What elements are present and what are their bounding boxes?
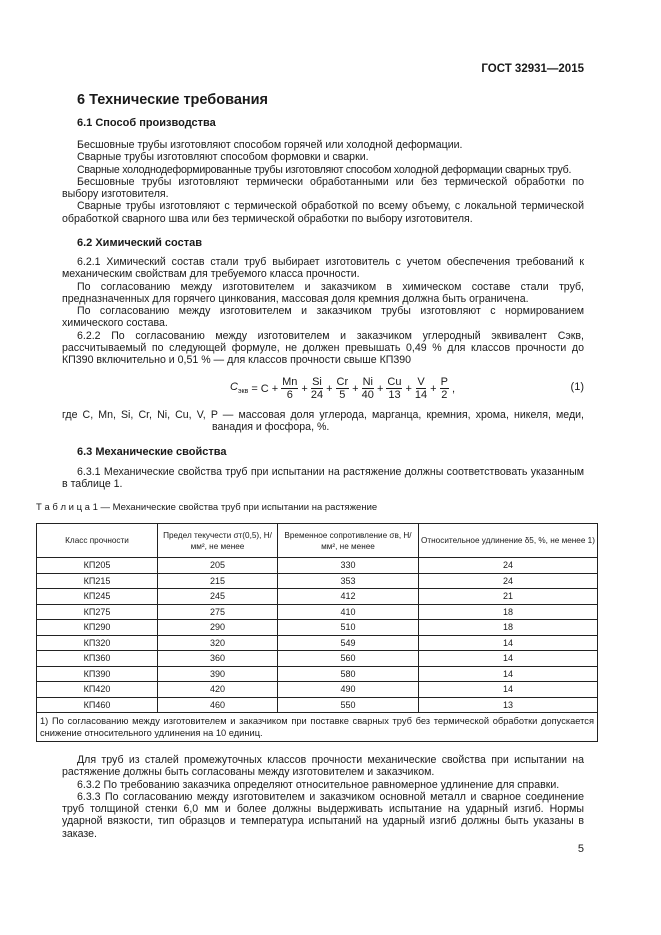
table-cell: КП460 — [37, 697, 158, 713]
s62-text — [62, 256, 584, 367]
column-header: Относительное удлинение δ5, %, не менее 1) — [419, 524, 598, 558]
formula-legend: где C, Mn, Si, Cr, Ni, Cu, V, P — массовая доля углерода, марганца, кремния, хрома, никеля, меди, ванадия и фосфора, %. — [62, 409, 584, 434]
table-cell: КП390 — [37, 666, 158, 682]
paragraph: Бесшовные трубы изготовляют способом горячей или холодной деформации. — [77, 139, 463, 151]
table-row — [37, 620, 598, 636]
table-cell: 24 — [419, 558, 598, 574]
formula — [230, 376, 455, 401]
subsection-title: 6.2 Химический состав — [77, 237, 202, 249]
formula-lhs-sub: экв — [237, 388, 249, 396]
table-cell: 330 — [278, 558, 419, 574]
document-id: ГОСТ 32931—2015 — [481, 63, 584, 75]
paragraph: По согласованию между изготовителем и заказчиком в химическом составе стали труб, предназначенных для горячего цинкования, массовая доля кремния должна быть ограничена. — [62, 280, 584, 305]
table-header-row — [37, 524, 598, 558]
table-cell: КП245 — [37, 589, 158, 605]
table-cell: КП320 — [37, 635, 158, 651]
table-cell: 412 — [278, 589, 419, 605]
paragraph: Сварные трубы изготовляют с термической обработкой по всему объему, с локальной термической обработкой сварного шва или без термической обработки по выбору изготовителя. — [62, 200, 584, 225]
table-cell: КП215 — [37, 573, 158, 589]
table-caption: Т а б л и ц а 1 — Механические свойства труб при испытании на растяжение — [36, 502, 378, 513]
formula-lhs: C — [230, 381, 238, 394]
table-cell: КП290 — [37, 620, 158, 636]
table-row — [37, 682, 598, 698]
table-cell: КП420 — [37, 682, 158, 698]
table-cell: 460 — [158, 697, 278, 713]
table-row — [37, 697, 598, 713]
fraction: $\frac{Cr}{5}$ — [336, 376, 349, 401]
fraction: $\frac{P}{2}$ — [440, 376, 448, 401]
page-number: 5 — [577, 843, 584, 855]
table-cell: 18 — [419, 620, 598, 636]
formula-plus: + — [376, 382, 384, 395]
formula-plus: + — [326, 382, 333, 395]
table-cell: 205 — [158, 558, 278, 574]
table-mechanical-properties — [36, 523, 598, 742]
table-cell: КП205 — [37, 558, 158, 574]
formula-eq: = — [251, 382, 258, 395]
column-header: Класс прочности — [37, 524, 158, 558]
s61-text — [62, 139, 584, 225]
formula-plus: + — [430, 382, 437, 395]
formula-end: , — [451, 382, 456, 395]
paragraph: По согласованию между изготовителем и заказчиком трубы изготовляют с нормированием химического состава. — [62, 305, 584, 330]
paragraph: Бесшовные трубы изготовляют термически обработанными или без термической обработки по выбору изготовителя. — [62, 175, 584, 201]
paragraph: 6.2.2 По согласованию между изготовителем и заказчиком углеродный эквивалент Cэкв, рассчитываемый по следующей формуле, не должен превышать 0,49 % для классов прочности до КП390 включительно и 0,51 % — для классов прочности свыше КП390 — [62, 329, 584, 367]
fraction: $\frac{Ni}{40}$ — [361, 376, 374, 401]
table-cell: 14 — [419, 682, 598, 698]
table-cell: 360 — [158, 651, 278, 667]
column-header: Предел текучести σт(0,5), Н/мм², не менее — [158, 524, 278, 558]
subsection-title: 6.3 Механические свойства — [77, 446, 227, 458]
table-row — [37, 635, 598, 651]
formula-plus: + — [271, 382, 279, 395]
table-cell: 215 — [158, 573, 278, 589]
table-cell: 560 — [278, 651, 419, 667]
table-cell: 275 — [158, 604, 278, 620]
table-cell: 549 — [278, 635, 419, 651]
table-cell: 580 — [278, 666, 419, 682]
formula-c: C — [260, 382, 269, 395]
paragraph: 6.2.1 Химический состав стали труб выбирает изготовитель с учетом обеспечения требований к механическим свойствам для требуемого класса прочности. — [62, 256, 584, 281]
table-cell: 290 — [158, 620, 278, 636]
table-cell: 13 — [419, 697, 598, 713]
table-row — [37, 651, 598, 667]
table-footnote: 1) По согласованию между изготовителем и заказчиком при поставке сварных труб без термической обработки допускается снижение относительного удлинения на 10 единиц. — [37, 713, 598, 742]
fraction: $\frac{V}{14}$ — [414, 376, 428, 401]
paragraph: 6.3.1 Механические свойства труб при испытании на растяжение должны соответствовать указанным в таблице 1. — [62, 466, 584, 491]
table-row — [37, 558, 598, 574]
table-cell: КП360 — [37, 651, 158, 667]
subsection-title: 6.1 Способ производства — [77, 117, 216, 129]
table-row — [37, 589, 598, 605]
paragraph: 6.3.3 По согласованию между изготовителем и заказчиком основной металл и сварное соединение труб толщиной стенки 6,0 мм и более должны выдерживать испытание на ударный изгиб. Нормы ударной вязкости, тип образцов и температура испытаний на ударный изгиб должны быть указаны в заказе. — [62, 790, 584, 840]
table-cell: 353 — [278, 573, 419, 589]
table-row — [37, 666, 598, 682]
section-title: 6 Технические требования — [77, 92, 269, 108]
fraction: $\frac{Si}{24}$ — [310, 376, 324, 401]
table-cell: 14 — [419, 651, 598, 667]
table-cell: 420 — [158, 682, 278, 698]
table-cell: 410 — [278, 604, 419, 620]
paragraph: 6.3.2 По требованию заказчика определяют относительное равномерное удлинение для справки. — [77, 778, 560, 791]
formula-plus: + — [352, 382, 359, 395]
table-cell: 390 — [158, 666, 278, 682]
table-row — [37, 573, 598, 589]
s63-text — [62, 466, 584, 491]
table-cell: 24 — [419, 573, 598, 589]
fraction: $\frac{Mn}{6}$ — [282, 376, 298, 401]
paragraph: Для труб из сталей промежуточных классов прочности механические свойства при испытании на растяжение должны быть согласованы между изготовителем и заказчиком. — [62, 754, 584, 779]
table-cell: 320 — [158, 635, 278, 651]
table-cell: 550 — [278, 697, 419, 713]
table-cell: 245 — [158, 589, 278, 605]
fraction: $\frac{Cu}{13}$ — [387, 376, 402, 401]
table-cell: 21 — [419, 589, 598, 605]
equation-number: (1) — [570, 381, 584, 393]
formula-plus: + — [405, 382, 412, 395]
s63-text-after — [62, 754, 584, 840]
formula-plus: + — [301, 382, 308, 395]
paragraph: Сварные трубы изготовляют способом формовки и сварки. — [77, 151, 369, 164]
table-cell: 510 — [278, 620, 419, 636]
table-cell: 14 — [419, 635, 598, 651]
table-footnote-row — [37, 713, 598, 742]
table-cell: 18 — [419, 604, 598, 620]
table-cell: КП275 — [37, 604, 158, 620]
table-cell: 14 — [419, 666, 598, 682]
paragraph: Сварные холоднодеформированные трубы изготовляют способом холодной деформации сварных труб. — [77, 163, 572, 176]
table-cell: 490 — [278, 682, 419, 698]
column-header: Временное сопротивление σв, Н/мм², не менее — [278, 524, 419, 558]
table-row — [37, 604, 598, 620]
